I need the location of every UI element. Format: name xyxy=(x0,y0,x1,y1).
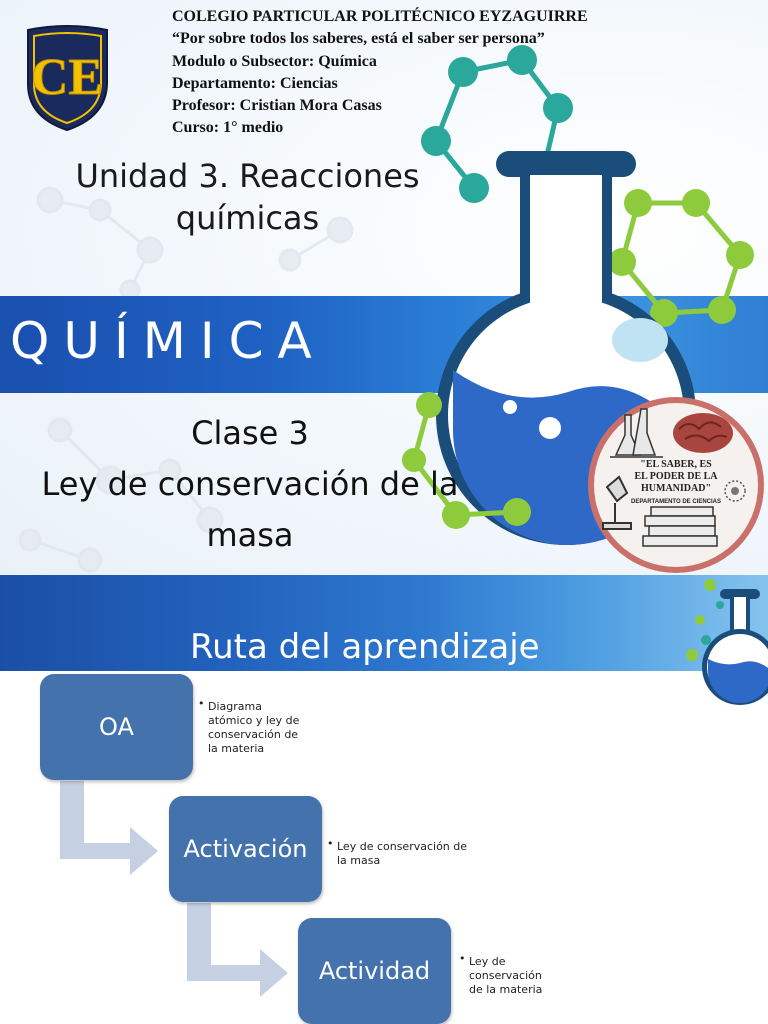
svg-text:CE: CE xyxy=(30,49,104,106)
school-header xyxy=(172,6,732,140)
seal-line-4: DEPARTAMENTO DE CIENCIAS xyxy=(630,499,722,505)
band-title: QUÍMICA xyxy=(10,312,326,370)
seal-line-3: HUMANIDAD" xyxy=(641,483,711,494)
arrow-to-activacion xyxy=(60,781,158,875)
brain-icon xyxy=(673,413,733,453)
arrow-to-actividad xyxy=(187,903,288,997)
school-motto: “Por sobre todos los saberes, está el saber ser persona” xyxy=(172,30,545,48)
books-icon xyxy=(643,507,717,546)
teacher-line: Profesor: Cristian Mora Casas xyxy=(172,97,382,115)
subject-line: Modulo o Subsector: Química xyxy=(172,52,377,70)
step-oa-box xyxy=(40,674,193,780)
step-actividad-label: Actividad xyxy=(318,957,431,985)
class-info xyxy=(20,408,480,561)
learning-path-title: Ruta del aprendizaje xyxy=(190,627,540,667)
step-activacion-label: Activación xyxy=(183,835,308,863)
learning-path-slide xyxy=(0,575,768,1024)
step-oa-note: • Diagrama atómico y ley de conservación de la materia xyxy=(208,700,308,756)
class-topic: Ley de conservación de la masa xyxy=(41,465,459,554)
course-line: Curso: 1° medio xyxy=(172,119,284,137)
school-crest-logo xyxy=(20,22,115,132)
department-line: Departamento: Ciencias xyxy=(172,74,338,92)
step-actividad-box xyxy=(298,918,451,1024)
seal-line-1: "EL SABER, ES xyxy=(640,459,712,470)
seal-line-2: EL PODER DE LA xyxy=(634,471,718,482)
unit-title: Unidad 3. Reacciones químicas xyxy=(75,157,420,237)
step-activacion-note: • Ley de conservación de la masa xyxy=(337,840,477,868)
science-department-seal xyxy=(585,395,768,575)
school-name: COLEGIO PARTICULAR POLITÉCNICO EYZAGUIRRE xyxy=(172,8,588,25)
class-number: Clase 3 xyxy=(191,414,309,452)
step-activacion-box xyxy=(169,796,322,902)
step-oa-label: OA xyxy=(99,713,134,741)
step-actividad-note: • Ley de conservación de la materia xyxy=(469,955,549,997)
